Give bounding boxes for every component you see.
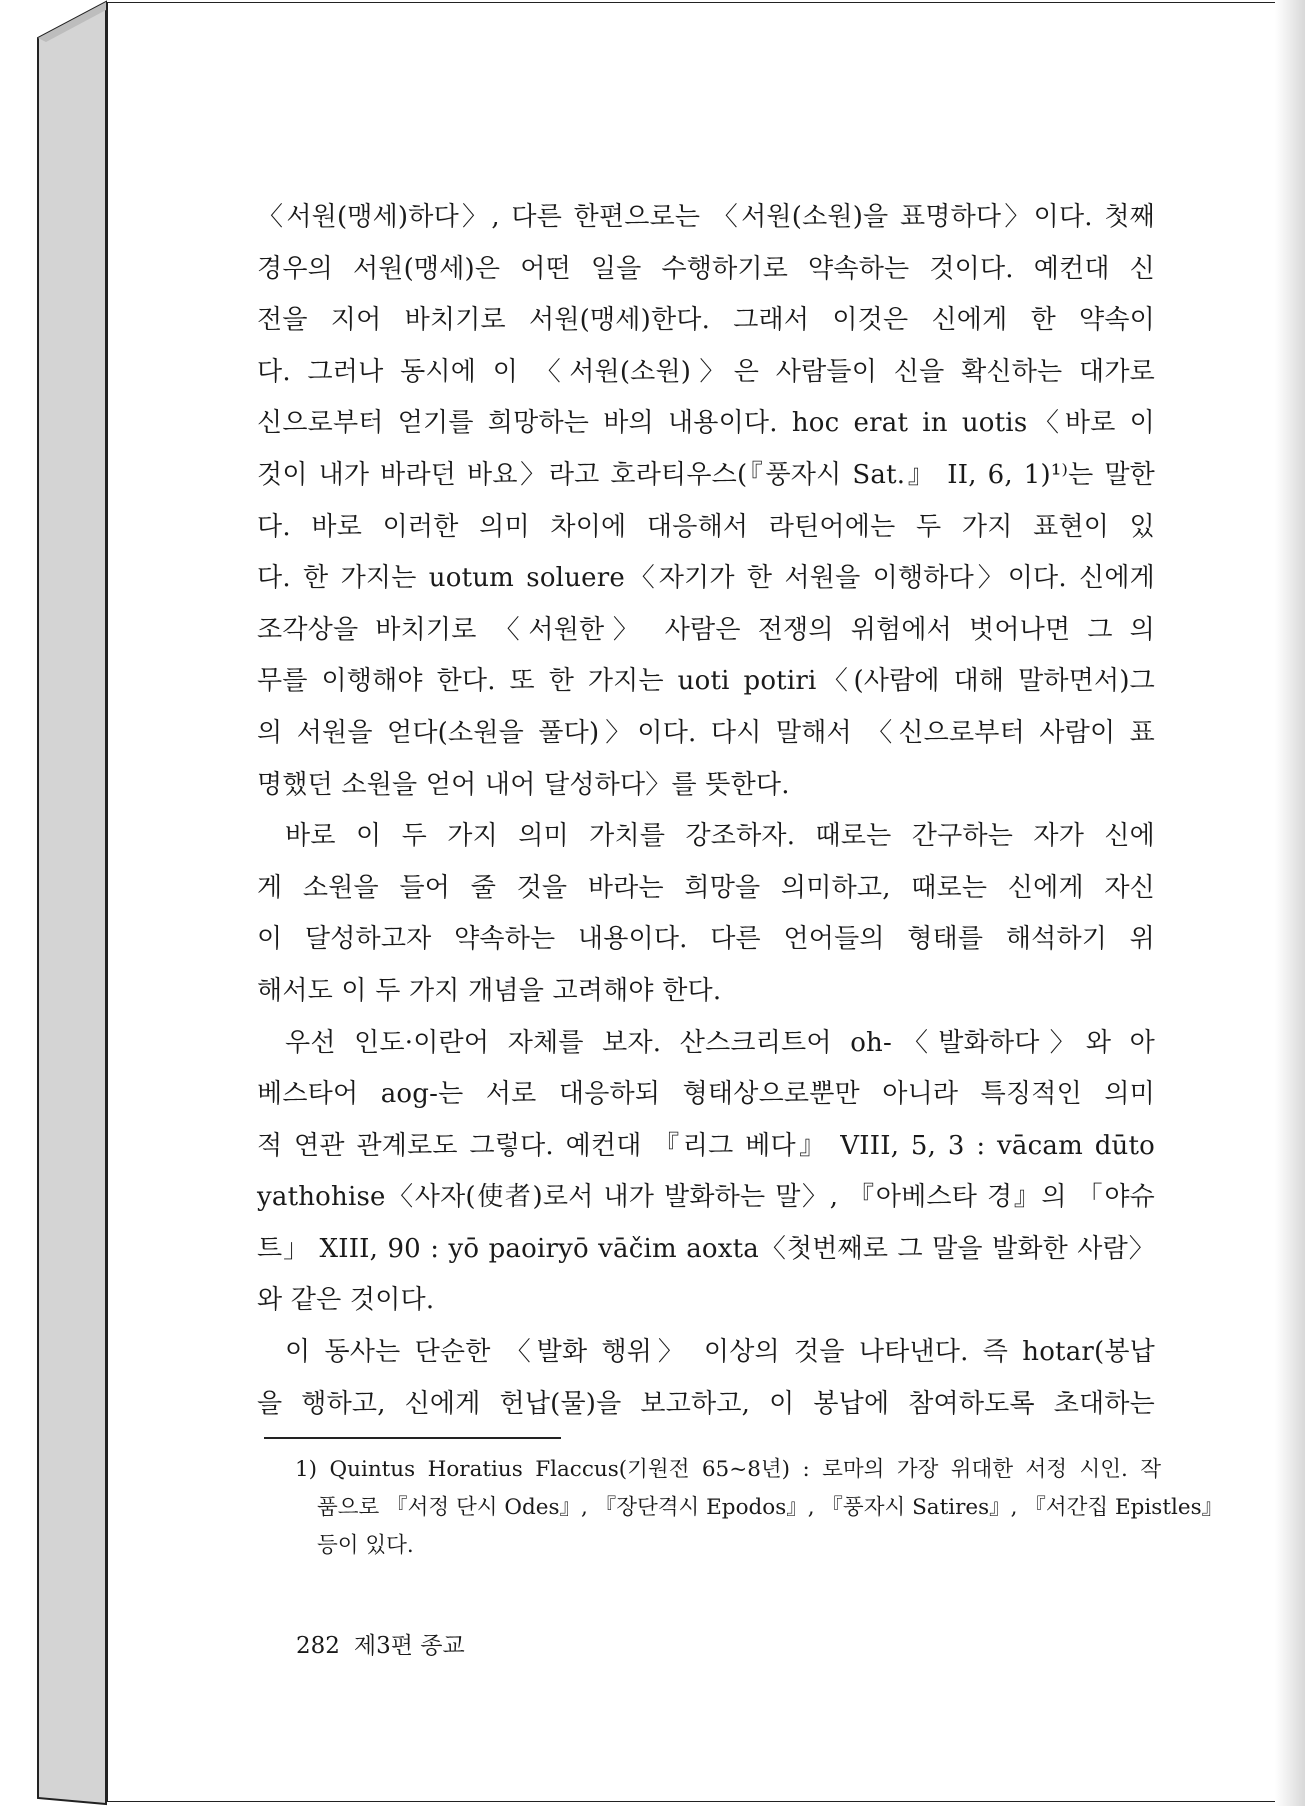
text-line: 우선 인도·이란어 자체를 보자. 산스크리트어 oh-〈발화하다〉와 아 bbox=[285, 1027, 1155, 1058]
footnote-line: 품으로 『서정 단시 Odes』, 『장단격시 Epodos』, 『풍자시 Satires』, 『서간집 Epistles』 bbox=[317, 1495, 1224, 1520]
text-line: 다. 한 가지는 uotum soluere〈자기가 한 서원을 이행하다〉이다. 신에게 bbox=[257, 563, 1155, 594]
page-number: 282 bbox=[296, 1633, 340, 1659]
running-section-title: 제3편 종교 bbox=[353, 1633, 465, 1659]
footnote-line: 등이 있다. bbox=[317, 1533, 414, 1558]
text-line: 와 같은 것이다. bbox=[257, 1285, 435, 1316]
text-line: 명했던 소원을 얻어 내어 달성하다〉를 뜻한다. bbox=[257, 769, 790, 800]
text-line: 의 서원을 얻다(소원을 풀다)〉이다. 다시 말해서 〈신으로부터 사람이 표 bbox=[257, 717, 1155, 748]
text-line: 다. 바로 이러한 의미 차이에 대응해서 라틴어에는 두 가지 표현이 있 bbox=[257, 511, 1155, 542]
text-line: 경우의 서원(맹세)은 어떤 일을 수행하기로 약속하는 것이다. 예컨대 신 bbox=[257, 253, 1155, 284]
text-line: 해서도 이 두 가지 개념을 고려해야 한다. bbox=[257, 975, 722, 1006]
body-text bbox=[257, 192, 1155, 1430]
text-line: 게 소원을 들어 줄 것을 바라는 희망을 의미하고, 때로는 신에게 자신 bbox=[257, 872, 1155, 903]
text-line: 것이 내가 바라던 바요〉라고 호라티우스(『풍자시 Sat.』 II, 6, 1)¹⁾는 말한 bbox=[257, 459, 1155, 490]
page-footer bbox=[296, 1626, 465, 1666]
text-line: 조각상을 바치기로 〈서원한〉 사람은 전쟁의 위험에서 벗어나면 그 의 bbox=[257, 614, 1155, 645]
text-line: 전을 지어 바치기로 서원(맹세)한다. 그래서 이것은 신에게 한 약속이 bbox=[257, 305, 1155, 336]
page-edge-shadow bbox=[1275, 0, 1305, 1806]
footnote bbox=[295, 1451, 1224, 1565]
text-line: 다. 그러나 동시에 이 〈서원(소원)〉은 사람들이 신을 확신하는 대가로 bbox=[257, 356, 1155, 387]
text-line: 을 행하고, 신에게 헌납(물)을 보고하고, 이 봉납에 참여하도록 초대하는 bbox=[257, 1388, 1155, 1419]
text-line: 〈서원(맹세)하다〉, 다른 한편으로는 〈서원(소원)을 표명하다〉이다. 첫째 bbox=[257, 202, 1155, 232]
footnote-rule bbox=[264, 1437, 561, 1439]
text-line: 이 동사는 단순한 〈발화 행위〉 이상의 것을 나타낸다. 즉 hotar(봉납 bbox=[285, 1337, 1155, 1368]
text-line: 트」 XIII, 90 : yō paoiryō vāčim aoxta〈첫번째로 그 말을 발화한 사람〉 bbox=[257, 1233, 1155, 1264]
text-line: 무를 이행해야 한다. 또 한 가지는 uoti potiri〈(사람에 대해 말하면서)그 bbox=[257, 666, 1155, 697]
text-line: 이 달성하고자 약속하는 내용이다. 다른 언어들의 형태를 해석하기 위 bbox=[257, 924, 1155, 955]
text-line: 적 연관 관계로도 그렇다. 예컨대 『리그 베다』 VIII, 5, 3 : vācam dūto bbox=[257, 1130, 1155, 1161]
text-line: 베스타어 aog-는 서로 대응하되 형태상으로뿐만 아니라 특징적인 의미 bbox=[257, 1079, 1155, 1110]
text-line: 바로 이 두 가지 의미 가치를 강조하자. 때로는 간구하는 자가 신에 bbox=[285, 821, 1155, 852]
footnote-line: 1) Quintus Horatius Flaccus(기원전 65~8년) : 로마의 가장 위대한 서정 시인. 작 bbox=[295, 1457, 1161, 1482]
text-line: yathohise〈사자(使者)로서 내가 발화하는 말〉, 『아베스타 경』의 「야슈 bbox=[257, 1182, 1155, 1213]
text-line: 신으로부터 얻기를 희망하는 바의 내용이다. hoc erat in uotis〈바로 이 bbox=[257, 408, 1155, 439]
